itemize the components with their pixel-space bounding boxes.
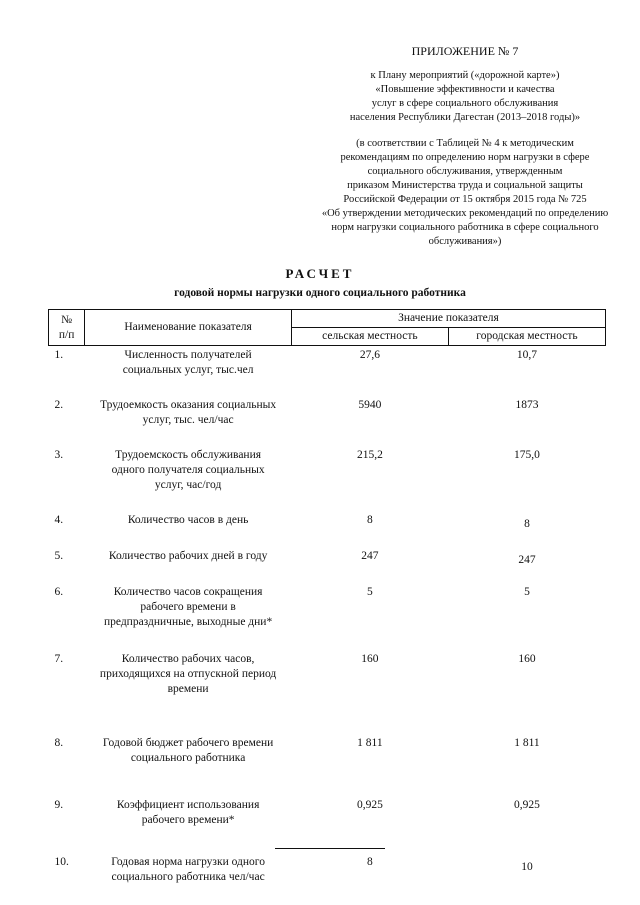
row-value-urban: 1873 [515, 399, 539, 411]
indicator-name-line: предпраздничные, выходные дни* [103, 616, 273, 628]
row-value-rural: 215,2 [356, 449, 383, 461]
row-value-rural: 27,6 [359, 349, 380, 361]
indicator-name-line: Трудоемкость оказания социальных [100, 399, 277, 411]
note-line: норм нагрузки социального работника в сфере социального [331, 222, 599, 233]
note-line: (в соответствии с Таблицей № 4 к методическим [356, 138, 574, 149]
plan-line: услуг в сфере социального обслуживания [371, 98, 559, 109]
indicator-name-line: Коэффициент использования [116, 799, 260, 811]
indicator-name-line: услуг, час/год [154, 479, 222, 491]
row-number: 10. [54, 856, 69, 868]
row-value-rural: 5 [367, 586, 373, 598]
row-value-urban: 5 [524, 586, 530, 598]
row-number: 7. [54, 653, 64, 665]
row-number: 4. [54, 514, 64, 526]
indicator-name-line: Количество часов в день [127, 514, 249, 526]
row-number: 8. [54, 737, 64, 749]
indicator-name-line: Количество рабочих дней в году [108, 550, 268, 562]
table-row [49, 346, 606, 379]
row-indicator-name [85, 697, 292, 766]
table-row [49, 532, 606, 568]
table-row [49, 568, 606, 630]
signature-line [275, 848, 385, 849]
header-value-group: Значение показателя [291, 310, 605, 328]
indicator-name-line: Трудоемскость обслуживания [115, 449, 262, 461]
appendix-title: ПРИЛОЖЕНИЕ № 7 [411, 44, 519, 58]
row-indicator-name [85, 828, 292, 885]
row-value-urban: 10,7 [516, 349, 538, 361]
row-indicator-name [85, 493, 292, 532]
indicator-name-line: услуг, тыс. чел/час [142, 414, 234, 426]
row-value-urban: 10 [521, 861, 533, 873]
table-row [49, 828, 606, 885]
indicator-name-line: Годовая норма нагрузки одного [111, 856, 265, 868]
appendix-plan-reference [300, 69, 630, 125]
row-indicator-name [85, 532, 292, 568]
indicator-name-line: Количество рабочих часов, [121, 653, 255, 665]
row-value-urban: 0,925 [514, 799, 540, 811]
row-indicator-name [85, 766, 292, 828]
report-subtitle: годовой нормы нагрузки одного социального работника [174, 287, 466, 299]
header-number: № п/п [49, 310, 85, 346]
indicator-name-line: социального работника [130, 752, 246, 764]
plan-line: «Повышение эффективности и качества [375, 84, 555, 95]
note-line: Российской Федерации от 15 октября 2015 года № 725 [343, 194, 587, 205]
row-value-urban: 1 811 [514, 737, 540, 749]
row-value-rural: 5940 [358, 399, 382, 411]
indicator-name-line: рабочего времени* [141, 814, 235, 826]
note-line: обслуживания») [428, 236, 502, 247]
row-number: 5. [54, 550, 64, 562]
calculation-table [48, 309, 606, 885]
table-row [49, 493, 606, 532]
row-number: 2. [54, 399, 64, 411]
indicator-name-line: Годовой бюджет рабочего времени [102, 737, 274, 749]
appendix-note [300, 137, 630, 249]
row-value-rural: 8 [367, 514, 373, 526]
row-value-urban: 160 [518, 653, 536, 665]
plan-line: к Плану мероприятий («дорожной карте») [370, 70, 560, 81]
row-value-urban: 247 [518, 554, 536, 566]
row-indicator-name [85, 568, 292, 630]
indicator-name-line: Количество часов сокращения [113, 586, 263, 598]
note-line: рекомендациям по определению норм нагрузки в сфере [340, 152, 590, 163]
row-number: 3. [54, 449, 64, 461]
row-number: 6. [54, 586, 64, 598]
row-indicator-name [85, 378, 292, 428]
table-row [49, 697, 606, 766]
row-indicator-name [85, 346, 292, 379]
indicator-name-line: социальных услуг, тыс.чел [122, 364, 254, 376]
note-line: социального обслуживания, утвержденным [367, 166, 563, 177]
header-urban: городская местность [448, 328, 605, 346]
table-row [49, 378, 606, 428]
note-line: «Об утверждении методических рекомендаций по определению [321, 208, 609, 219]
header-rural: сельская местность [291, 328, 448, 346]
row-number: 9. [54, 799, 64, 811]
header-name: Наименование показателя [85, 310, 292, 346]
indicator-name-line: социального работника чел/час [111, 871, 265, 883]
row-value-urban: 8 [524, 518, 530, 530]
table-row [49, 428, 606, 493]
table-row [49, 766, 606, 828]
table-body [49, 346, 606, 886]
indicator-name-line: Численность получателей [124, 349, 252, 361]
report-title: РАСЧЕТ [285, 266, 355, 281]
row-number: 1. [54, 349, 64, 361]
row-value-rural: 8 [367, 856, 373, 868]
indicator-name-line: рабочего времени в [140, 601, 236, 613]
row-value-rural: 160 [361, 653, 379, 665]
row-value-urban: 175,0 [514, 449, 540, 461]
note-line: приказом Министерства труда и социальной защиты [347, 180, 583, 191]
indicator-name-line: времени [167, 683, 209, 695]
row-indicator-name [85, 630, 292, 697]
indicator-name-line: одного получателя социальных [111, 464, 265, 476]
indicator-name-line: приходящихся на отпускной период [99, 668, 277, 680]
row-value-rural: 0,925 [356, 799, 383, 811]
table-row [49, 630, 606, 697]
appendix-header [300, 43, 630, 249]
plan-line: населения Республики Дагестан (2013–2018 годы)» [349, 112, 581, 123]
row-value-rural: 247 [361, 550, 379, 562]
row-value-rural: 1 811 [357, 737, 383, 749]
row-indicator-name [85, 428, 292, 493]
